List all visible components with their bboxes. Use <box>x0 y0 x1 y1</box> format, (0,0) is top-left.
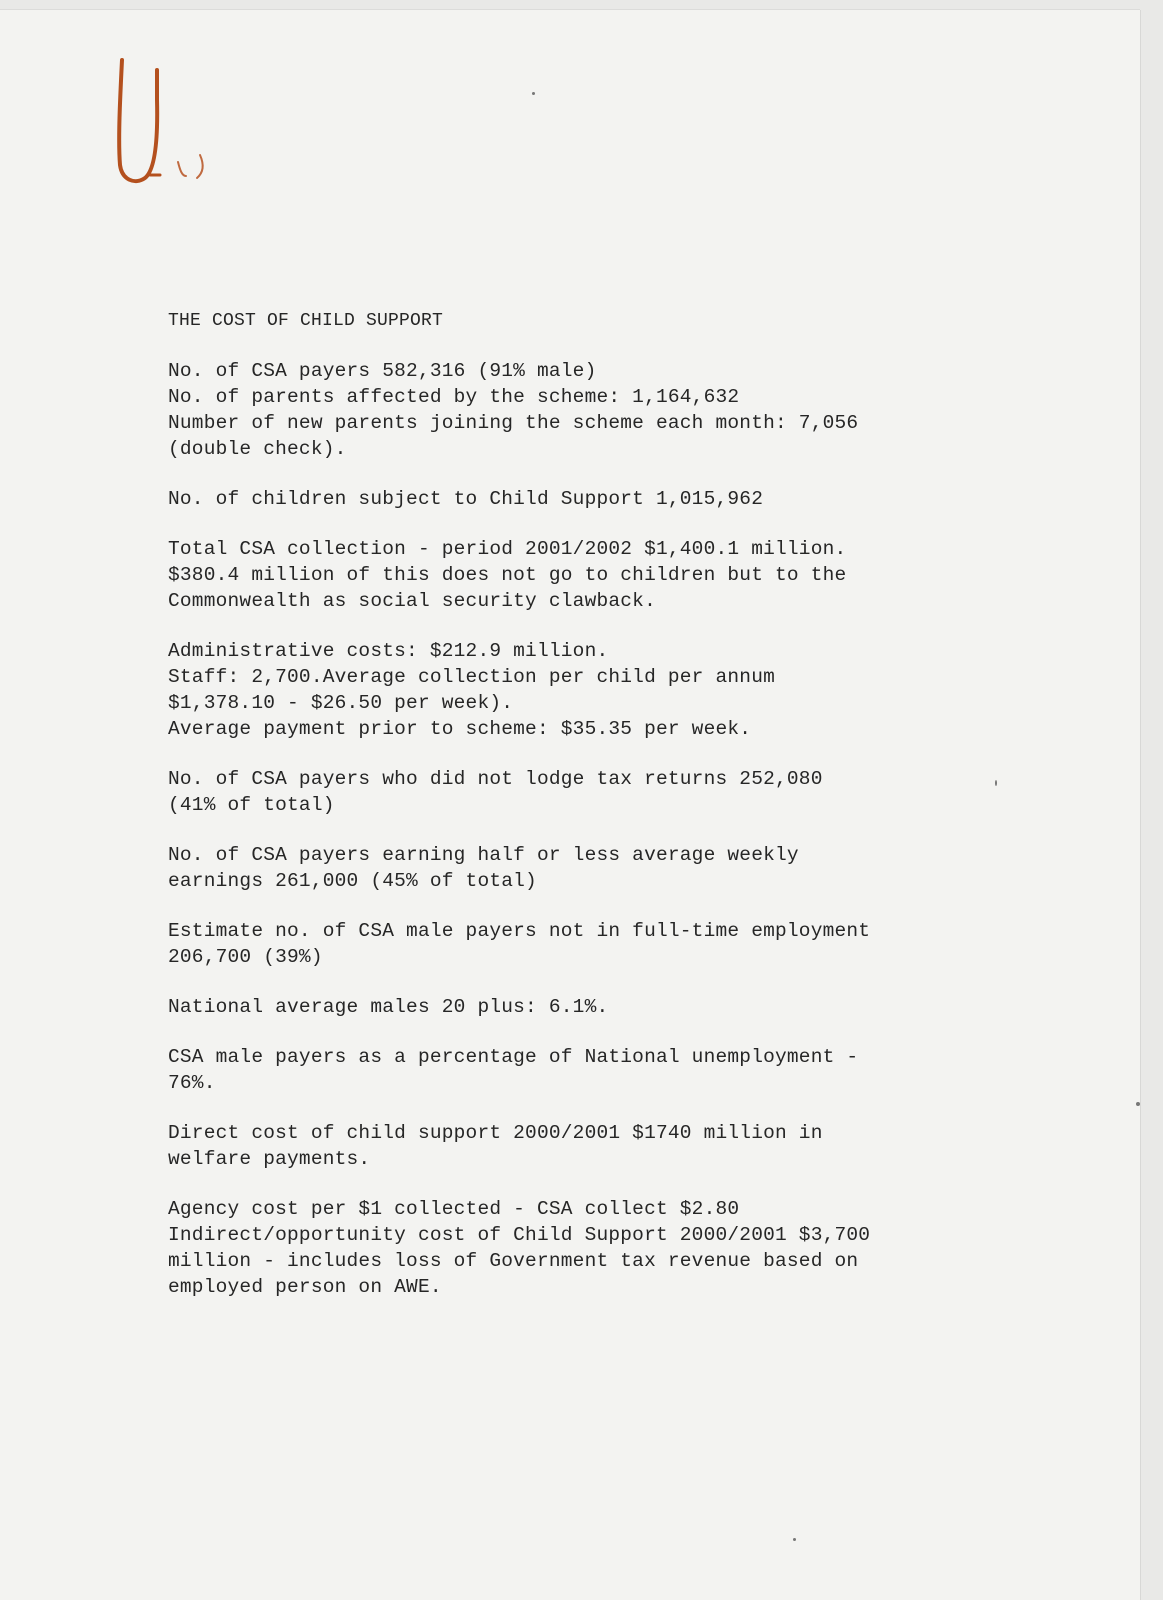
paragraph <box>168 486 1008 512</box>
paragraph <box>168 1044 1008 1096</box>
handwritten-u-mark <box>100 40 240 200</box>
paragraph <box>168 638 1008 742</box>
paragraph <box>168 536 1008 614</box>
paragraph <box>168 1120 1008 1172</box>
text-line: Staff: 2,700.Average collection per child per annum <box>168 666 775 688</box>
paragraph <box>168 1196 1008 1300</box>
text-line: (double check). <box>168 438 347 460</box>
document-page <box>0 10 1140 1600</box>
text-line: Indirect/opportunity cost of Child Support 2000/2001 $3,700 <box>168 1224 871 1246</box>
paper-speck <box>995 780 997 786</box>
paragraph <box>168 918 1008 970</box>
text-line: million - includes loss of Government tax revenue based on <box>168 1250 859 1272</box>
text-line: National average males 20 plus: 6.1%. <box>168 996 609 1018</box>
text-line: (41% of total) <box>168 794 335 816</box>
paragraph <box>168 358 1008 462</box>
paragraph <box>168 994 1008 1020</box>
text-line: No. of CSA payers who did not lodge tax returns 252,080 <box>168 768 823 790</box>
text-line: No. of parents affected by the scheme: 1,164,632 <box>168 386 740 408</box>
text-line: $1,378.10 - $26.50 per week). <box>168 692 514 714</box>
text-line: No. of CSA payers 582,316 (91% male) <box>168 360 597 382</box>
document-body <box>168 308 1008 1324</box>
text-line: Commonwealth as social security clawback. <box>168 590 656 612</box>
text-line: Number of new parents joining the scheme each month: 7,056 <box>168 412 859 434</box>
text-line: Estimate no. of CSA male payers not in full-time employment <box>168 920 871 942</box>
text-line: No. of children subject to Child Support 1,015,962 <box>168 488 764 510</box>
paragraph <box>168 842 1008 894</box>
text-line: welfare payments. <box>168 1148 371 1170</box>
text-line: employed person on AWE. <box>168 1276 442 1298</box>
text-line: Administrative costs: $212.9 million. <box>168 640 609 662</box>
paper-speck <box>532 92 535 95</box>
document-title: THE COST OF CHILD SUPPORT <box>168 311 444 331</box>
text-line: No. of CSA payers earning half or less average weekly <box>168 844 799 866</box>
text-line: earnings 261,000 (45% of total) <box>168 870 537 892</box>
text-line: Agency cost per $1 collected - CSA collect $2.80 <box>168 1198 740 1220</box>
text-line: 206,700 (39%) <box>168 946 323 968</box>
paragraph <box>168 766 1008 818</box>
text-line: $380.4 million of this does not go to children but to the <box>168 564 847 586</box>
text-line: Total CSA collection - period 2001/2002 $1,400.1 million. <box>168 538 847 560</box>
paper-speck <box>793 1538 796 1541</box>
paper-speck <box>1136 1102 1140 1106</box>
text-line: CSA male payers as a percentage of National unemployment - <box>168 1046 859 1068</box>
text-line: 76%. <box>168 1072 216 1094</box>
document-paragraphs <box>168 358 1008 1300</box>
text-line: Direct cost of child support 2000/2001 $1740 million in <box>168 1122 823 1144</box>
text-line: Average payment prior to scheme: $35.35 per week. <box>168 718 752 740</box>
